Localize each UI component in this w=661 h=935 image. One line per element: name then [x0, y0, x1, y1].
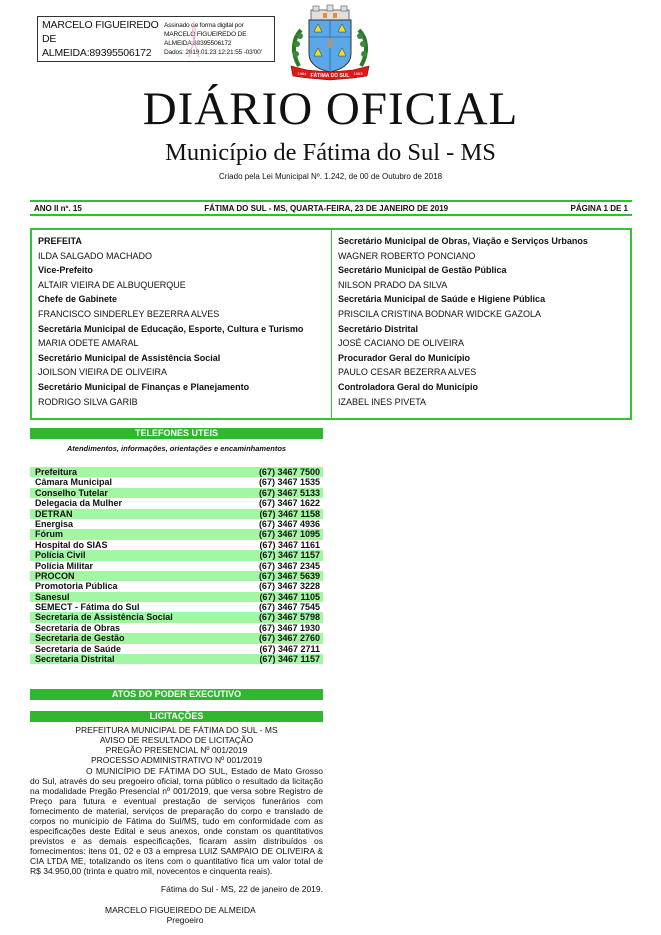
phone-number: (67) 3467 2760 — [258, 633, 320, 644]
notice-heading-line: PREGÃO PRESENCIAL Nº 001/2019 — [105, 745, 248, 755]
phone-entity: Energisa — [35, 518, 74, 529]
signature-detail-line: Dados: 2019.01.23 12:21:55 -03'00' — [164, 49, 262, 56]
phone-row — [30, 654, 323, 664]
notice-heading-line: PROCESSO ADMINISTRATIVO Nº 001/2019 — [90, 755, 263, 765]
official-name: MARIA ODETE AMARAL — [38, 338, 139, 349]
official-title: Secretário Distrital — [338, 323, 419, 334]
phone-row — [30, 602, 323, 612]
signature-detail-line: MARCELO FIGUEIREDO DE — [164, 31, 247, 38]
phone-row — [30, 633, 323, 643]
issue-bar — [30, 200, 632, 216]
phone-row — [30, 498, 323, 508]
phone-entity: PROCON — [35, 570, 75, 581]
phone-number: (67) 3467 1105 — [259, 591, 320, 602]
official-name: RODRIGO SILVA GARIB — [38, 396, 138, 407]
phone-number: (67) 3467 1930 — [258, 622, 320, 633]
phone-row — [30, 623, 323, 633]
phone-number: (67) 3467 5133 — [258, 487, 320, 498]
phone-number: (67) 3467 3228 — [258, 581, 320, 592]
publication-subtitle: Município de Fátima do Sul - MS — [165, 139, 496, 166]
phones-table — [30, 467, 323, 664]
phone-row — [30, 488, 323, 498]
notice-heading — [30, 725, 323, 765]
official-name: FRANCISCO SINDERLEY BEZERRA ALVES — [38, 308, 220, 319]
notice-body: O MUNICÍPIO DE FÁTIMA DO SUL, Estado de Mato Grosso do Sul, através do seu pregoeiro oficial, torna público o resultado da licitação na modalidade Pregão Presencial nº 001/2019, que versa sobre Registro de Preço para futura e eventual prestação de serviços funerários com fornecimento de material, serviços de preparação do corpo e translado de corpos no município de Fátima do Sul/MS, tudo em conformidade com as especificações deste Edital e seus anexos, onde constam os quantitativos previstos e as demais especificações, ficaram assim distribuídos os fornecimentos: itens 01, 02 e 03 a empresa LUIZ SAMPAIO DE OLIVEIRA & CIA LTDA ME, totalizando os itens com o quantitativo fica um valor total de R$ 34.950,00 (trinta e quatro mil, novecentos e cinquenta reais). — [30, 766, 323, 876]
official-name: ALTAIR VIEIRA DE ALBUQUERQUE — [38, 279, 186, 290]
executive-acts-header: ATOS DO PODER EXECUTIVO — [30, 689, 323, 700]
official-title: Vice-Prefeito — [38, 265, 93, 276]
signer-line: DE — [42, 33, 57, 45]
phone-entity: Polícia Civil — [35, 550, 86, 561]
official-title: Procurador Geral do Município — [338, 352, 471, 363]
phone-entity: Secretaria de Obras — [35, 622, 121, 633]
official-title: Secretário Municipal de Assistência Social — [38, 352, 221, 363]
official-name: WAGNER ROBERTO PONCIANO — [338, 250, 476, 261]
phone-entity: Promotoria Pública — [35, 581, 118, 592]
phone-entity: Câmara Municipal — [35, 477, 113, 488]
page-indicator: PÁGINA 1 DE 1 — [570, 203, 628, 213]
notice-signer-name: MARCELO FIGUEIREDO DE ALMEIDA — [105, 905, 256, 915]
phone-entity: Delegacia da Mulher — [35, 498, 123, 509]
phone-number: (67) 3467 1158 — [259, 508, 320, 519]
phone-row — [30, 529, 323, 539]
phone-row — [30, 592, 323, 602]
official-name: NILSON PRADO DA SILVA — [338, 279, 448, 290]
issue-place-date: FÁTIMA DO SUL - MS, QUARTA-FEIRA, 23 DE JANEIRO DE 2019 — [204, 203, 449, 213]
crest-year: 1964 — [297, 71, 307, 76]
phone-row — [30, 581, 323, 591]
official-name: PAULO CESAR BEZERRA ALVES — [338, 367, 477, 378]
phone-row — [30, 550, 323, 560]
phone-number: (67) 3467 2345 — [258, 560, 320, 571]
phone-row — [30, 509, 323, 519]
phone-number: (67) 3467 1161 — [259, 539, 320, 550]
notice-heading-line: PREFEITURA MUNICIPAL DE FÁTIMA DO SUL - MS — [75, 725, 278, 735]
official-name: IZABEL INES PIVETA — [338, 396, 427, 407]
phones-subtitle: Atendimentos, informações, orientações e encaminhamentos — [66, 444, 287, 453]
phone-number: (67) 3467 1157 — [259, 654, 320, 665]
official-name: PRISCILA CRISTINA BODNAR WIDCKE GAZOLA — [338, 308, 542, 319]
publication-title: DIÁRIO OFICIAL — [142, 83, 519, 135]
officials-right-column — [331, 230, 630, 418]
digital-signature-stamp — [37, 16, 275, 62]
signer-line: ALMEIDA:89395506172 — [42, 47, 152, 59]
phone-row — [30, 519, 323, 529]
phone-entity: Secretaria Distrital — [35, 654, 115, 665]
officials-left-column — [32, 230, 331, 418]
official-title: Controladora Geral do Município — [338, 381, 479, 392]
phone-number: (67) 3467 1095 — [258, 529, 320, 540]
official-title: PREFEITA — [38, 236, 82, 246]
official-title: Secretária Municipal de Educação, Esporte, Cultura e Turismo — [38, 323, 304, 334]
signature-details — [164, 21, 262, 57]
phone-row — [30, 612, 323, 622]
official-name: JOILSON VIEIRA DE OLIVEIRA — [38, 367, 168, 378]
phone-number: (67) 3467 1157 — [259, 550, 320, 561]
founding-law: Criado pela Lei Municipal Nº. 1.242, de 00 de Outubro de 2018 — [218, 172, 443, 181]
notice-signature — [105, 905, 256, 925]
phone-number: (67) 3467 7500 — [258, 467, 320, 477]
signer-line: MARCELO FIGUEIREDO — [42, 19, 159, 31]
phone-row — [30, 644, 323, 654]
phone-row — [30, 540, 323, 550]
crest-year: 1963 — [353, 71, 363, 76]
phone-entity: SEMECT - Fátima do Sul — [35, 602, 140, 613]
phone-entity: Conselho Tutelar — [35, 487, 108, 498]
phone-row — [30, 477, 323, 487]
notice-date: Fátima do Sul - MS, 22 de janeiro de 2019. — [160, 884, 323, 894]
phone-entity: Fórum — [35, 529, 63, 540]
phone-number: (67) 3467 1535 — [258, 477, 320, 488]
phone-number: (67) 3467 1622 — [258, 498, 320, 509]
pdf-signature-icon — [186, 21, 202, 59]
official-title: Secretário Municipal de Obras, Viação e Serviços Urbanos — [338, 236, 588, 246]
phone-number: (67) 3467 5798 — [258, 612, 320, 623]
phone-entity: Prefeitura — [35, 467, 78, 477]
phone-entity: DETRAN — [35, 508, 73, 519]
official-title: Secretário Municipal de Gestão Pública — [338, 265, 507, 276]
phone-row — [30, 467, 323, 477]
phones-section-header: TELEFONES UTEIS — [30, 428, 323, 439]
phone-entity: Secretaria de Assistência Social — [35, 612, 173, 623]
signature-detail-line: ALMEIDA:89395506172 — [164, 40, 232, 47]
edition-number: ANO II nº. 15 — [34, 203, 82, 213]
phone-number: (67) 3467 4936 — [258, 518, 320, 529]
crest-ribbon-text: FÁTIMA DO SUL — [310, 73, 350, 79]
phone-entity: Hospital do SIAS — [35, 539, 108, 550]
official-title: Secretária Municipal de Saúde e Higiene Pública — [338, 294, 546, 305]
signer-name — [42, 18, 160, 60]
officials-directory — [30, 228, 632, 420]
official-name: ILDA SALGADO MACHADO — [38, 250, 153, 261]
official-title: Secretário Municipal de Finanças e Planejamento — [38, 381, 250, 392]
phone-number: (67) 3467 2711 — [259, 643, 320, 654]
signature-detail-line: Assinado de forma digital por — [164, 22, 244, 29]
phone-entity: Secretaria de Gestão — [35, 633, 125, 644]
phone-entity: Sanesul — [35, 591, 70, 602]
notice-heading-line: AVISO DE RESULTADO DE LICITAÇÃO — [99, 735, 254, 745]
official-name: JOSÉ CACIANO DE OLIVEIRA — [338, 338, 465, 349]
phone-row — [30, 571, 323, 581]
notice-signer-role: Pregoeiro — [166, 915, 204, 925]
phone-number: (67) 3467 5639 — [258, 570, 320, 581]
phone-number: (67) 3467 7545 — [258, 602, 320, 613]
phone-entity: Secretaria de Saúde — [35, 643, 122, 654]
municipal-coat-of-arms-icon — [285, 4, 375, 82]
phone-row — [30, 561, 323, 571]
bids-header: LICITAÇÕES — [30, 711, 323, 722]
official-title: Chefe de Gabinete — [38, 294, 118, 305]
phone-entity: Polícia Militar — [35, 560, 94, 571]
